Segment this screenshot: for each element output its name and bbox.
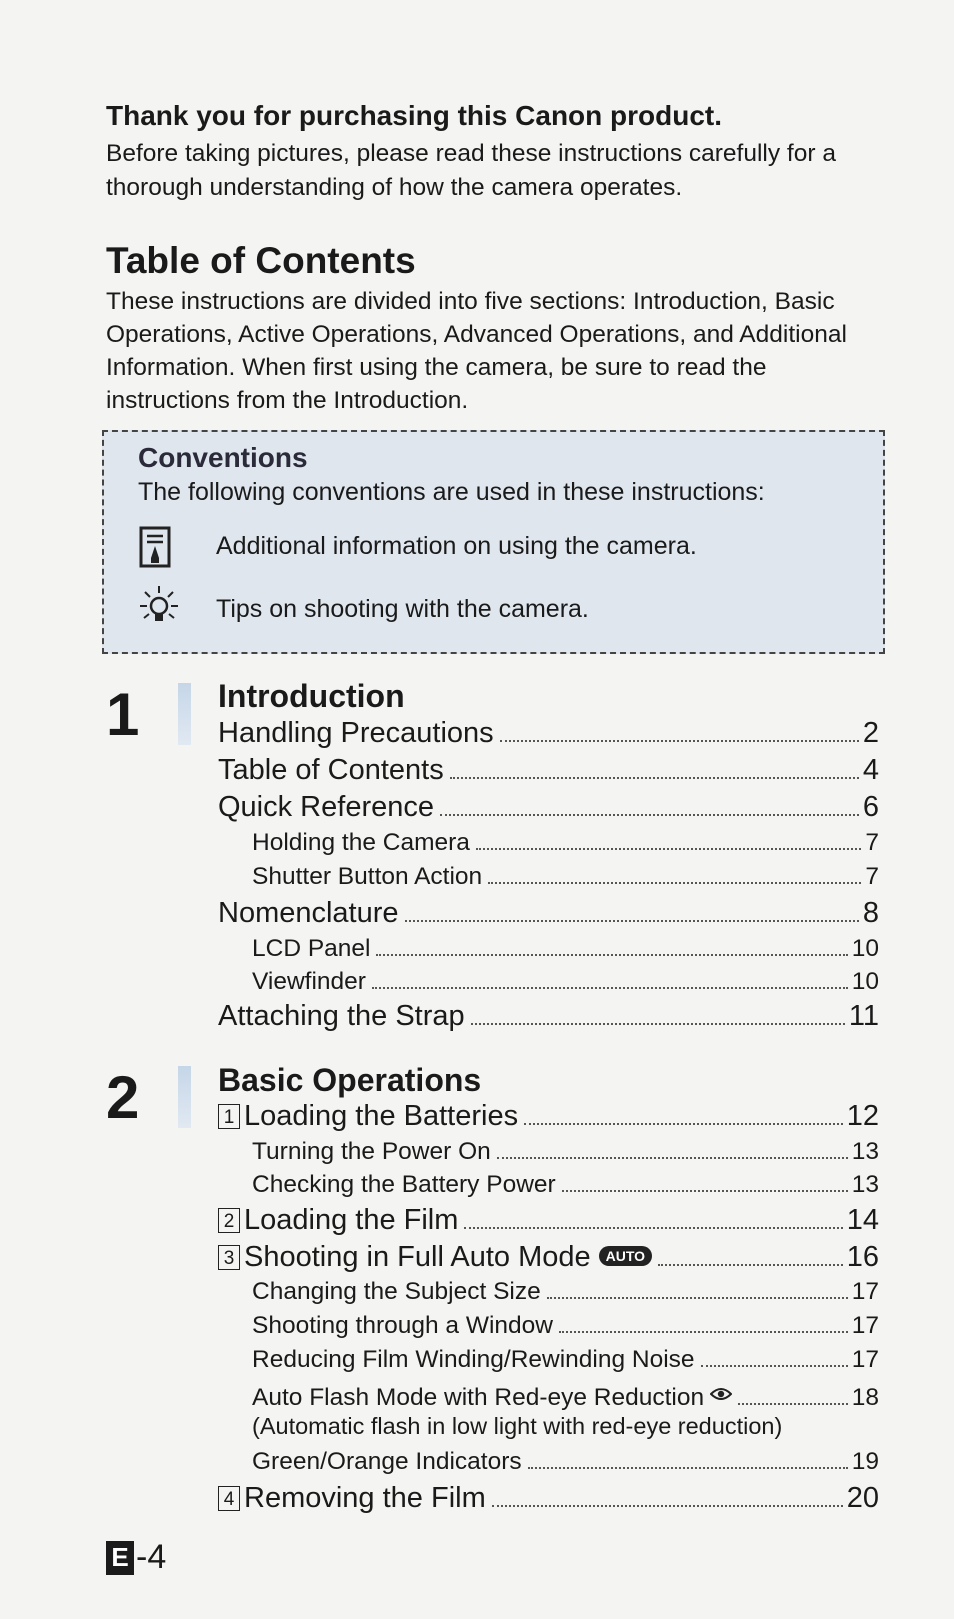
leader-dots xyxy=(376,954,847,956)
toc-entry-label: Handling Precautions xyxy=(218,717,494,749)
toc-entry-page: 7 xyxy=(865,829,879,856)
leader-dots xyxy=(450,777,859,779)
leader-dots xyxy=(524,1123,843,1125)
leader-dots xyxy=(738,1403,848,1405)
toc-entry[interactable] xyxy=(218,717,879,753)
leader-dots xyxy=(559,1331,848,1333)
toc-entry-text: Loading the Film xyxy=(244,1204,459,1236)
toc-entry[interactable] xyxy=(218,897,879,933)
leader-dots xyxy=(405,920,859,922)
toc-entry-page: 8 xyxy=(862,897,879,929)
toc-entry-label: Checking the Battery Power xyxy=(252,1171,556,1198)
toc-entry-text: Removing the Film xyxy=(244,1482,486,1514)
toc-entry[interactable] xyxy=(218,1100,879,1136)
conventions-box xyxy=(102,430,885,654)
toc-entry-page: 14 xyxy=(846,1204,879,1236)
convention-item-info: Additional information on using the camera. xyxy=(216,532,697,560)
intro-paragraph: Before taking pictures, please read these instructions carefully for a thorough understanding of how the camera operates. xyxy=(106,140,836,201)
toc-entry-label: Viewfinder xyxy=(252,968,366,995)
section-marker-bar xyxy=(178,683,191,745)
toc-entry-page: 7 xyxy=(865,863,879,890)
toc-entry-page: 4 xyxy=(862,754,879,786)
conventions-heading: Conventions xyxy=(138,442,308,473)
toc-entry-page: 17 xyxy=(851,1312,879,1339)
conventions-text: The following conventions are used in these instructions: xyxy=(138,478,765,506)
toc-entry-label: Holding the Camera xyxy=(252,829,470,856)
page-number: -4 xyxy=(136,1538,167,1576)
toc-entry-page: 18 xyxy=(851,1384,879,1411)
leader-dots xyxy=(471,1023,845,1025)
section-title-introduction: Introduction xyxy=(218,678,405,714)
toc-entry[interactable] xyxy=(218,1241,879,1277)
lightbulb-icon xyxy=(138,584,178,628)
toc-entry[interactable] xyxy=(218,791,879,827)
toc-entry-label: Shooting through a Window xyxy=(252,1312,553,1339)
toc-entry-page: 17 xyxy=(851,1278,879,1305)
leader-dots xyxy=(488,882,861,884)
section-title-basic-operations: Basic Operations xyxy=(218,1062,482,1098)
toc-entry-label: Reducing Film Winding/Rewinding Noise xyxy=(252,1346,695,1373)
toc-entry-label: Green/Orange Indicators xyxy=(252,1448,522,1475)
toc-entry[interactable] xyxy=(218,1482,879,1518)
toc-entry-label xyxy=(218,1100,518,1133)
red-eye-icon xyxy=(710,1380,732,1408)
section-number: 1 xyxy=(106,681,140,748)
leader-dots xyxy=(497,1157,848,1159)
toc-entry-label xyxy=(252,1380,732,1412)
toc-entry-page: 13 xyxy=(851,1171,879,1198)
leader-dots xyxy=(562,1190,848,1192)
toc-entry-page: 20 xyxy=(846,1482,879,1514)
memo-icon xyxy=(138,526,174,570)
toc-entry-page: 12 xyxy=(846,1100,879,1132)
leader-dots xyxy=(372,987,848,989)
leader-dots xyxy=(440,814,859,816)
toc-entry-page: 19 xyxy=(851,1448,879,1475)
step-number-box: 3 xyxy=(218,1245,240,1270)
leader-dots xyxy=(547,1297,848,1299)
page-footer xyxy=(106,1538,166,1577)
leader-dots xyxy=(492,1505,843,1507)
leader-dots xyxy=(500,740,859,742)
toc-entry-label: Nomenclature xyxy=(218,897,399,929)
toc-entry[interactable] xyxy=(252,1138,879,1172)
toc-heading: Table of Contents xyxy=(106,240,416,281)
red-eye-note: (Automatic flash in low light with red-eye reduction) xyxy=(252,1413,783,1439)
toc-entry-page: 17 xyxy=(851,1346,879,1373)
toc-entry-label: Table of Contents xyxy=(218,754,444,786)
toc-entry-label: Shutter Button Action xyxy=(252,863,483,890)
toc-entry-label: Quick Reference xyxy=(218,791,434,823)
toc-entry[interactable] xyxy=(252,829,879,863)
toc-entry[interactable] xyxy=(252,1171,879,1205)
toc-entry[interactable] xyxy=(252,1346,879,1380)
toc-entry-label xyxy=(218,1204,458,1237)
toc-entry-page: 11 xyxy=(848,1000,879,1032)
toc-entry[interactable] xyxy=(252,935,879,969)
thank-you-heading: Thank you for purchasing this Canon product. xyxy=(106,100,723,131)
section-number: 2 xyxy=(106,1064,140,1131)
section-marker-bar xyxy=(178,1066,191,1128)
toc-entry-label: Turning the Power On xyxy=(252,1138,491,1165)
step-number-box: 1 xyxy=(218,1104,240,1129)
toc-entry-page: 6 xyxy=(862,791,879,823)
toc-entry[interactable] xyxy=(252,1312,879,1346)
step-number-box: 2 xyxy=(218,1208,240,1233)
toc-entry-text: Shooting in Full Auto Mode xyxy=(244,1241,591,1273)
toc-entry-text: Auto Flash Mode with Red-eye Reduction xyxy=(252,1384,705,1411)
toc-entry[interactable] xyxy=(252,1278,879,1312)
toc-entry-page: 13 xyxy=(851,1138,879,1165)
toc-entry-page: 10 xyxy=(851,935,879,962)
leader-dots xyxy=(464,1227,842,1229)
leader-dots xyxy=(658,1264,843,1266)
step-number-box: 4 xyxy=(218,1486,240,1511)
toc-entry[interactable] xyxy=(218,1204,879,1240)
toc-entry[interactable] xyxy=(252,1380,879,1414)
convention-item-tips: Tips on shooting with the camera. xyxy=(216,595,589,623)
toc-description: These instructions are divided into five sections: Introduction, Basic Operations, Active Operations, Advanced Operations, and Additional Information. When first using the camera, be sure to read the instructions from the Introduction. xyxy=(106,288,847,414)
leader-dots xyxy=(476,848,861,850)
toc-entry-label: Changing the Subject Size xyxy=(252,1278,541,1305)
toc-entry[interactable] xyxy=(218,1000,879,1036)
toc-entry-page: 2 xyxy=(862,717,879,749)
leader-dots xyxy=(701,1365,848,1367)
toc-entry-page: 10 xyxy=(851,968,879,995)
toc-entry-label: Attaching the Strap xyxy=(218,1000,465,1032)
auto-mode-badge: AUTO xyxy=(599,1246,652,1266)
toc-entry-label: LCD Panel xyxy=(252,935,371,962)
toc-entry-text: Loading the Batteries xyxy=(244,1100,519,1132)
toc-entry[interactable] xyxy=(252,1448,879,1482)
toc-entry-label xyxy=(218,1241,652,1274)
toc-entry-page: 16 xyxy=(846,1241,879,1273)
toc-entry[interactable] xyxy=(218,754,879,790)
toc-entry-label xyxy=(218,1482,486,1515)
leader-dots xyxy=(528,1467,848,1469)
language-marker: E xyxy=(106,1541,134,1575)
toc-entry[interactable] xyxy=(252,863,879,897)
toc-entry[interactable] xyxy=(252,968,879,1002)
